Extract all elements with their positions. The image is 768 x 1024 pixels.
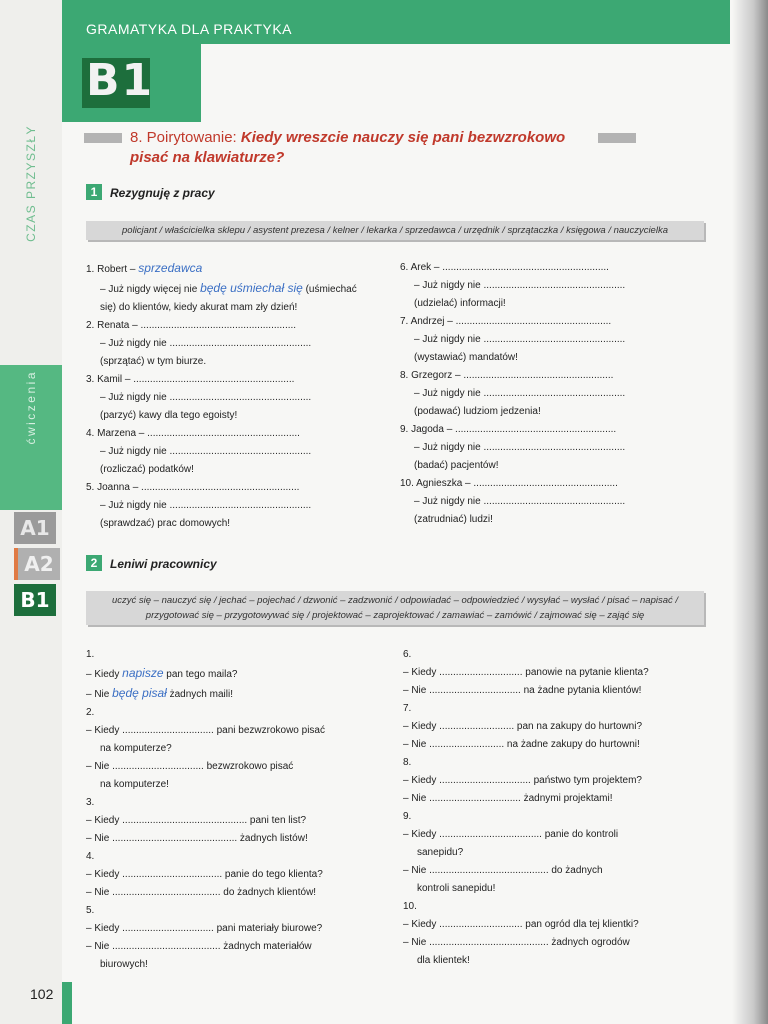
list-item: – Już nigdy więcej nie będę uśmiechał się (uśmiechać: [100, 281, 357, 295]
list-item: 9. Jagoda – ..........................................................: [400, 424, 617, 435]
list-item: na komputerze?: [100, 743, 172, 754]
list-item: biurowych!: [100, 959, 148, 970]
title-bar-left: [84, 133, 122, 143]
list-item: sanepidu?: [417, 847, 464, 858]
list-item: (badać) pacjentów!: [414, 460, 499, 471]
list-item: – Już nigdy nie ...................................................: [414, 280, 626, 291]
list-item: 6. Arek – ............................................................: [400, 262, 609, 273]
list-item: – Już nigdy nie ...................................................: [100, 392, 312, 403]
page-number-bar: [62, 982, 72, 1024]
title-bar-right: [598, 133, 636, 143]
list-item: 10. Agnieszka – ....................................................: [400, 478, 618, 489]
list-item: – Kiedy .................................... panie do tego klienta?: [86, 869, 323, 880]
list-item: 4. Marzena – .......................................................: [86, 428, 300, 439]
list-item: 5.: [86, 905, 95, 916]
page-number: 102: [30, 986, 54, 1002]
list-item: 8. Grzegorz – ......................................................: [400, 370, 614, 381]
list-item: 2.: [86, 707, 95, 718]
list-item: dla klientek!: [417, 955, 470, 966]
handwritten-answer: napisze: [122, 666, 164, 680]
exercise-1-number: 1: [86, 184, 102, 200]
list-item: 4.: [86, 851, 95, 862]
list-item: 2. Renata – ........................................................: [86, 320, 297, 331]
topic-title-line2: pisać na klawiaturze?: [130, 149, 285, 166]
exercise-2-title: Leniwi pracownicy: [110, 557, 217, 571]
list-item: – Nie ....................................... do żadnych klientów!: [86, 887, 317, 898]
exercise-1-left-column: [86, 259, 386, 533]
list-item: – Kiedy .............................. pan ogród dla tej klientki?: [403, 919, 639, 930]
list-item: kontroli sanepidu!: [417, 883, 496, 894]
exercise-2-right-column: [403, 646, 703, 970]
exercise-2-left-column: [86, 646, 391, 974]
list-item: 6.: [403, 649, 412, 660]
list-item: 7.: [403, 703, 412, 714]
list-item: – Kiedy ................................. państwo tym projektem?: [403, 775, 642, 786]
list-item: – Już nigdy nie ...................................................: [414, 496, 626, 507]
list-item: – Kiedy ................................. pani bezwzrokowo pisać: [86, 725, 325, 736]
list-item: – Nie ................................. bezwzrokowo pisać: [86, 761, 294, 772]
list-item: – Nie ........................................... żadnych ogrodów: [403, 937, 630, 948]
exercise-2-word-bank: [86, 591, 704, 625]
list-item: – Nie ................................. na żadne pytania klientów!: [403, 685, 642, 696]
list-item: – Nie będę pisał żadnych maili!: [86, 686, 233, 700]
list-item: 1. Robert – sprzedawca: [86, 261, 203, 275]
list-item: się) do klientów, kiedy akurat mam zły dzień!: [100, 302, 298, 313]
handwritten-answer: będę uśmiechał się: [200, 281, 303, 295]
list-item: – Nie ........................................... do żadnych: [403, 865, 603, 876]
exercise-1-right-column: [400, 259, 700, 529]
handwritten-answer: będę pisał: [112, 686, 167, 700]
exercise-2-number: 2: [86, 555, 102, 571]
list-item: 8.: [403, 757, 412, 768]
list-item: – Już nigdy nie ...................................................: [414, 334, 626, 345]
exercise-1-word-bank: policjant / właścicielka sklepu / asystent prezesa / kelner / lekarka / sprzedawca / urzędnik / sprzątaczka / księgowa / nauczycielka: [86, 221, 704, 240]
list-item: – Kiedy ............................................. pani ten list?: [86, 815, 307, 826]
topic-title: [130, 128, 565, 168]
list-item: – Nie ............................................. żadnych listów!: [86, 833, 308, 844]
list-item: (sprzątać) w tym biurze.: [100, 356, 207, 367]
list-item: – Już nigdy nie ...................................................: [414, 442, 626, 453]
word-bank-line-1: uczyć się – nauczyć się / jechać – pojechać / dzwonić – zadzwonić / odpowiadać – odpowiedzieć / wysyłać – wysłać / pisać – napisać /: [111, 595, 679, 606]
list-item: (sprawdzać) prac domowych!: [100, 518, 231, 529]
exercises-vertical-label: ćwiczenia: [24, 370, 38, 445]
list-item: (zatrudniać) ludzi!: [414, 514, 493, 525]
list-item: (podawać) ludziom jedzenia!: [414, 406, 541, 417]
list-item: 5. Joanna – .........................................................: [86, 482, 300, 493]
list-item: na komputerze!: [100, 779, 169, 790]
level-tab-a1: A1: [14, 512, 56, 544]
topic-number: 8. Poirytowanie:: [130, 129, 237, 146]
list-item: (wystawiać) mandatów!: [414, 352, 518, 363]
list-item: – Kiedy ........................... pan na zakupy do hurtowni?: [403, 721, 643, 732]
list-item: (parzyć) kawy dla tego egoisty!: [100, 410, 238, 421]
handwritten-answer: sprzedawca: [138, 261, 203, 275]
list-item: – Nie ................................. żadnymi projektami!: [403, 793, 613, 804]
list-item: 9.: [403, 811, 412, 822]
list-item: – Nie ....................................... żadnych materiałów: [86, 941, 312, 952]
list-item: 7. Andrzej – ........................................................: [400, 316, 612, 327]
list-item: – Już nigdy nie ...................................................: [100, 338, 312, 349]
level-tab-a2: A2: [14, 548, 60, 580]
list-item: – Już nigdy nie ...................................................: [414, 388, 626, 399]
topic-title-line1: Kiedy wreszcie nauczy się pani bezwzrokowo: [240, 129, 566, 146]
level-tab-b1: B1: [14, 584, 56, 616]
list-item: – Kiedy napisze pan tego maila?: [86, 666, 238, 680]
section-vertical-label: CZAS PRZYSZŁY: [24, 125, 38, 242]
level-badge-text: B1: [86, 55, 155, 106]
list-item: – Kiedy .............................. panowie na pytanie klienta?: [403, 667, 649, 678]
list-item: (udzielać) informacji!: [414, 298, 506, 309]
list-item: 3. Kamil – ..........................................................: [86, 374, 295, 385]
list-item: – Kiedy ..................................... panie do kontroli: [403, 829, 619, 840]
list-item: 1.: [86, 649, 95, 660]
page-binding-shadow: [732, 0, 768, 1024]
list-item: – Już nigdy nie ...................................................: [100, 446, 312, 457]
list-item: – Kiedy ................................. pani materiały biurowe?: [86, 923, 323, 934]
header-title: GRAMATYKA DLA PRAKTYKA: [86, 21, 293, 37]
list-item: – Nie ........................... na żadne zakupy do hurtowni!: [403, 739, 640, 750]
exercise-1-title: Rezygnuję z pracy: [110, 186, 215, 200]
list-item: 3.: [86, 797, 95, 808]
list-item: 10.: [403, 901, 417, 912]
list-item: (rozliczać) podatków!: [100, 464, 194, 475]
list-item: – Już nigdy nie ...................................................: [100, 500, 312, 511]
word-bank-line-2: przygotować się – przygotowywać się / projektować – zaprojektować / zamawiać – zamówić / zajmować się – zająć się: [145, 610, 645, 621]
